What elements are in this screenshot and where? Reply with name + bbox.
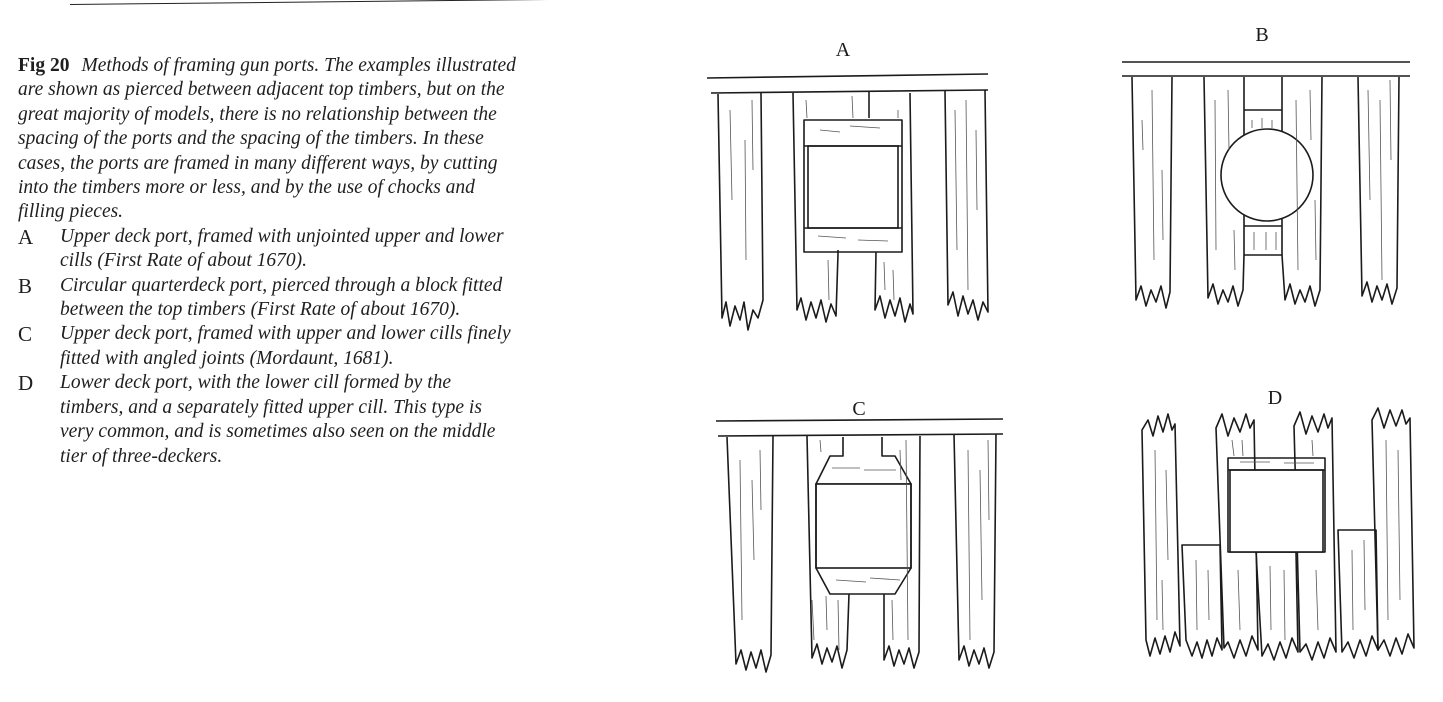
port-opening [808,146,898,228]
filling-piece [1182,545,1222,658]
timber [1142,414,1180,656]
timber [727,436,773,672]
timber [1372,408,1414,656]
filling-piece [1338,530,1378,658]
circular-port-opening [1221,129,1313,221]
rail-line [716,419,1003,421]
panel-label-d: D [1267,387,1283,409]
port-opening [1230,470,1323,552]
rail-line [707,74,988,78]
lower-cill [816,568,911,594]
timber [1358,77,1399,304]
timber [718,93,763,330]
port-opening [816,484,911,568]
caption-item-text: Lower deck port, with the lower cill formed by the timbers, and a separately fitted upper cill. This type is very common, and is sometimes also seen on the middle tier of three-deckers. [60,372,496,467]
rail-line [718,434,1003,436]
panel-label-c: C [852,398,866,420]
caption-item-letter: C [18,322,33,347]
caption-item-letter: B [18,273,33,298]
panel-a-drawing [707,39,988,330]
caption-item-text: Circular quarterdeck port, pierced through a block fitted between the top timbers (First Rate of about 1670). [60,274,503,321]
panel-c-drawing [716,398,1003,672]
panel-b-drawing [1122,24,1410,308]
figure-label: Fig 20 [18,55,70,76]
caption-intro-text: Methods of framing gun ports. The examples illustrated are shown as pierced between adjacent top timbers, but on the great majority of models, there is no relationship between the spacing of the ports and the spacing of the timbers. In these cases, the ports are framed in many different ways, by cutting into the timbers more or less, and by the use of chocks and filling pieces. [18,55,516,223]
panel-label-a: A [835,39,851,61]
upper-cill [816,437,911,484]
caption-item-letter: D [18,371,34,396]
caption-item-text: Upper deck port, framed with unjointed upper and lower cills (First Rate of about 1670). [60,225,504,272]
filling-piece [1256,552,1298,660]
panel-d-drawing [1142,387,1414,660]
rail-line [711,90,988,93]
panel-label-b: B [1255,24,1269,46]
caption-item-text: Upper deck port, framed with upper and lower cills finely fitted with angled joints (Mordaunt, 1681). [60,323,511,369]
timber [954,434,996,668]
caption-item-letter: A [18,224,34,249]
